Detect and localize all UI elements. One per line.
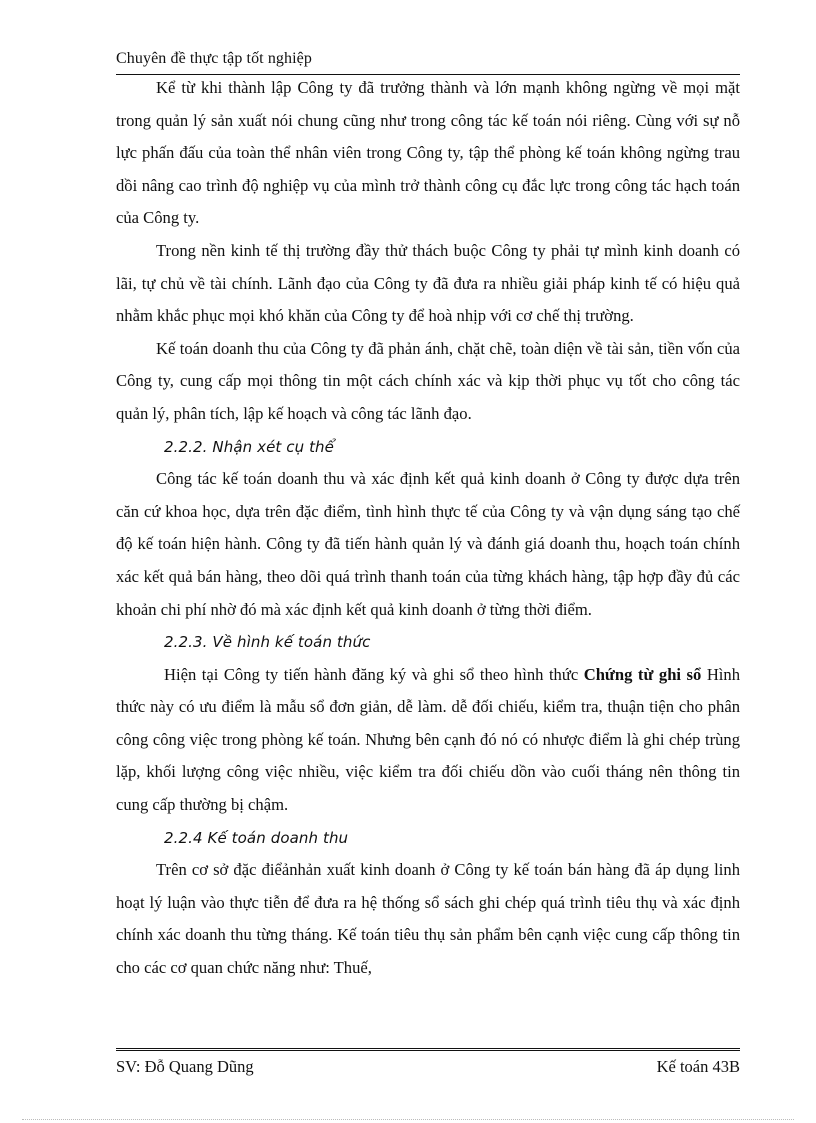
paragraph-5-bold: Chứng từ ghi sổ: [583, 664, 702, 684]
document-body: [116, 72, 740, 985]
footer-author: SV: Đỗ Quang Dũng: [116, 1057, 254, 1076]
paragraph-3: Kế toán doanh thu của Công ty đã phản ánh, chặt chẽ, toàn diện về tài sản, tiền vốn của Công ty, cung cấp mọi thông tin một cách chính xác và kịp thời phục vụ tốt cho công tác quản lý, phân tích, lập kế hoạch và công tác lãnh đạo.: [116, 338, 740, 423]
paragraph-5-end: Hình thức này có ưu điểm là mẫu sổ đơn giản, dễ làm. dễ đối chiếu, kiểm tra, thuận tiện cho phân công công việc trong phòng kế toán. Nhưng bên cạnh đó nó có nhược điểm là ghi chép trùng lặp, khối lượng công việc nhiều, việc kiểm tra đối chiếu dồn vào cuối tháng nên thông tin cung cấp thường bị chậm.: [116, 664, 741, 815]
page-footer: [116, 1048, 740, 1081]
paragraph-5: [116, 659, 740, 822]
section-heading-2-2-3: 2.2.3. Về hình kế toán thức: [164, 633, 371, 652]
footer-class: Kế toán 43B: [656, 1057, 740, 1076]
page-edge-divider: [22, 1119, 794, 1120]
header-title: Chuyên đề thực tập tốt nghiệp: [116, 50, 312, 67]
paragraph-6: Trên cơ sở đặc điểảnhản xuất kinh doanh ở Công ty kế toán bán hàng đã áp dụng linh hoạt lý luận vào thực tiễn để đưa ra hệ thống sổ sách ghi chép quá trình tiêu thụ và xác định chính xác doanh thu từng tháng. Kế toán tiêu thụ sản phẩm bên cạnh việc cung cấp thông tin cho các cơ quan chức năng như: Thuế,: [116, 860, 740, 978]
paragraph-1: Kể từ khi thành lập Công ty đã trưởng thành và lớn mạnh không ngừng về mọi mặt trong quản lý sản xuất nói chung cũng như trong công tác kế toán nói riêng. Cùng với sự nỗ lực phấn đấu của toàn thể nhân viên trong Công ty, tập thể phòng kế toán không ngừng trau dồi nâng cao trình độ nghiệp vụ của mình trở thành công cụ đắc lực trong công tác hạch toán của Công ty.: [116, 78, 740, 228]
paragraph-2: Trong nền kinh tế thị trường đầy thử thách buộc Công ty phải tự mình kinh doanh có lãi, tự chủ về tài chính. Lãnh đạo của Công ty đã đưa ra nhiều giải pháp kinh tế có hiệu quả nhằm khắc phục mọi khó khăn của Công ty để hoà nhịp với cơ chế thị trường.: [116, 240, 740, 326]
paragraph-5-start: Hiện tại Công ty tiến hành đăng ký và ghi sổ theo hình thức: [164, 664, 584, 684]
section-heading-2-2-4: 2.2.4 Kế toán doanh thu: [164, 828, 349, 847]
paragraph-4: Công tác kế toán doanh thu và xác định kết quả kinh doanh ở Công ty được dựa trên căn cứ khoa học, dựa trên đặc điểm, tình hình thực tế của Công ty và vận dụng sáng tạo chế độ kế toán hiện hành. Công ty đã tiến hành quản lý và đánh giá doanh thu, hoạch toán chính xác kết quả bán hàng, theo dõi quá trình thanh toán của từng khách hàng, tập hợp đầy đủ các khoản chi phí nhờ đó mà xác định kết quả kinh doanh ở từng thời điểm.: [116, 469, 740, 619]
page-header: [116, 48, 740, 75]
section-heading-2-2-2: 2.2.2. Nhận xét cụ thể: [164, 437, 334, 456]
